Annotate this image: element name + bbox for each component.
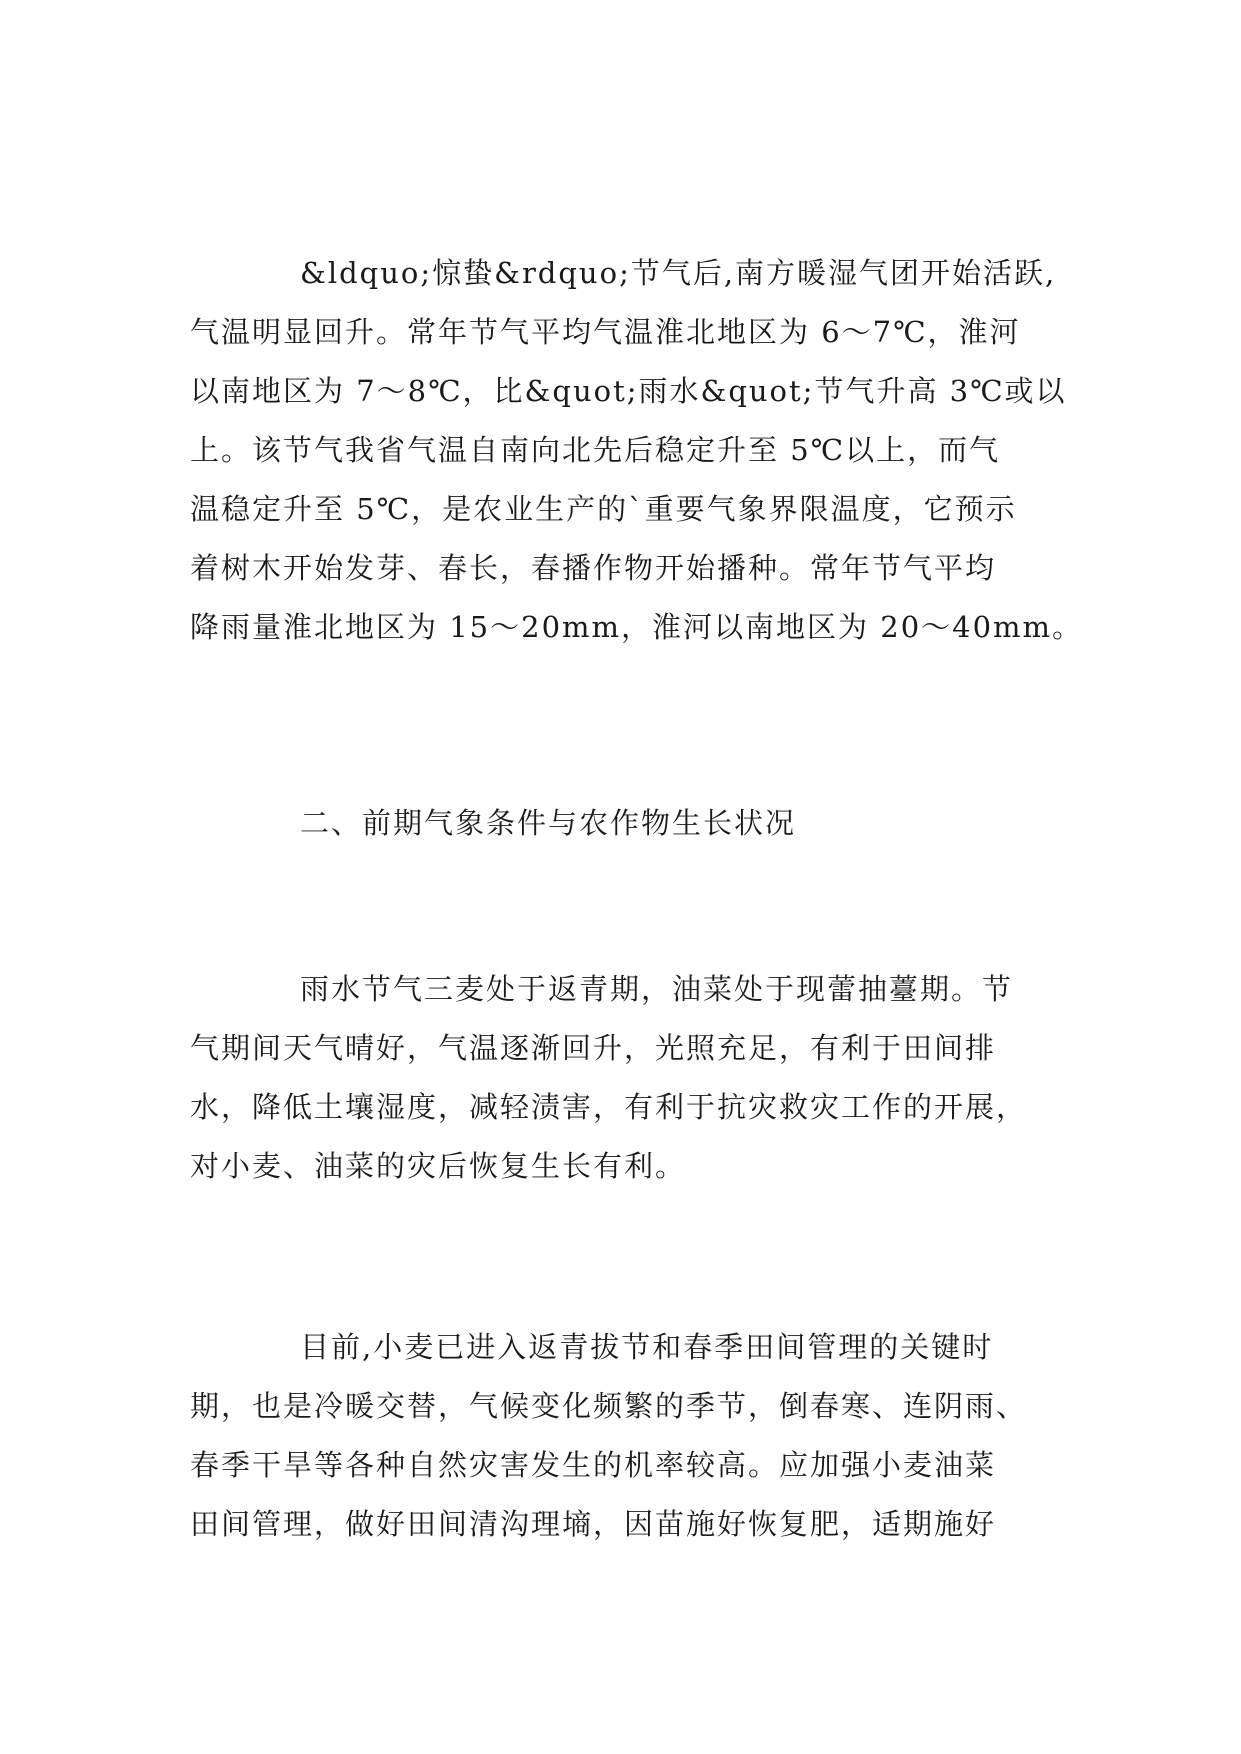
section-heading — [190, 794, 1090, 853]
paragraph-crop-status — [190, 960, 1090, 1196]
text-line: 春季干旱等各种自然灾害发生的机率较高。应加强小麦油菜 — [190, 1448, 997, 1482]
text-line: &ldquo;惊蛰&rdquo;节气后,南方暖湿气团开始活跃, — [300, 256, 1057, 290]
text-line: 上。该节气我省气温自南向北先后稳定升至 5℃以上，而气 — [190, 433, 1001, 467]
text-line: 气期间天气晴好，气温逐渐回升，光照充足，有利于田间排 — [190, 1031, 997, 1065]
text-line: 气温明显回升。常年节气平均气温淮北地区为 6～7℃，淮河 — [190, 315, 1021, 349]
text-line: 温稳定升至 5℃，是农业生产的`重要气象界限温度，它预示 — [190, 492, 1017, 526]
text-line: 雨水节气三麦处于返青期，油菜处于现蕾抽薹期。节 — [300, 972, 1014, 1006]
paragraph-field-management — [190, 1318, 1090, 1554]
text-line: 田间管理，做好田间清沟理墒，因苗施好恢复肥，适期施好 — [190, 1507, 997, 1541]
text-line: 水，降低土壤湿度，减轻渍害，有利于抗灾救灾工作的开展， — [190, 1090, 1028, 1124]
text-line: 期，也是冷暖交替，气候变化频繁的季节，倒春寒、连阴雨、 — [190, 1389, 1028, 1423]
text-line: 降雨量淮北地区为 15～20mm，淮河以南地区为 20～40mm。 — [190, 610, 1084, 644]
text-line: 着树木开始发芽、春长，春播作物开始播种。常年节气平均 — [190, 551, 997, 585]
text-line: 对小麦、油菜的灾后恢复生长有利。 — [190, 1149, 687, 1183]
paragraph-jingzhe-climate — [190, 244, 1090, 657]
heading-text: 二、前期气象条件与农作物生长状况 — [300, 806, 797, 840]
text-line: 以南地区为 7～8℃，比&quot;雨水&quot;节气升高 3℃或以 — [190, 374, 1067, 408]
text-line: 目前,小麦已进入返青拔节和春季田间管理的关键时 — [300, 1330, 994, 1364]
